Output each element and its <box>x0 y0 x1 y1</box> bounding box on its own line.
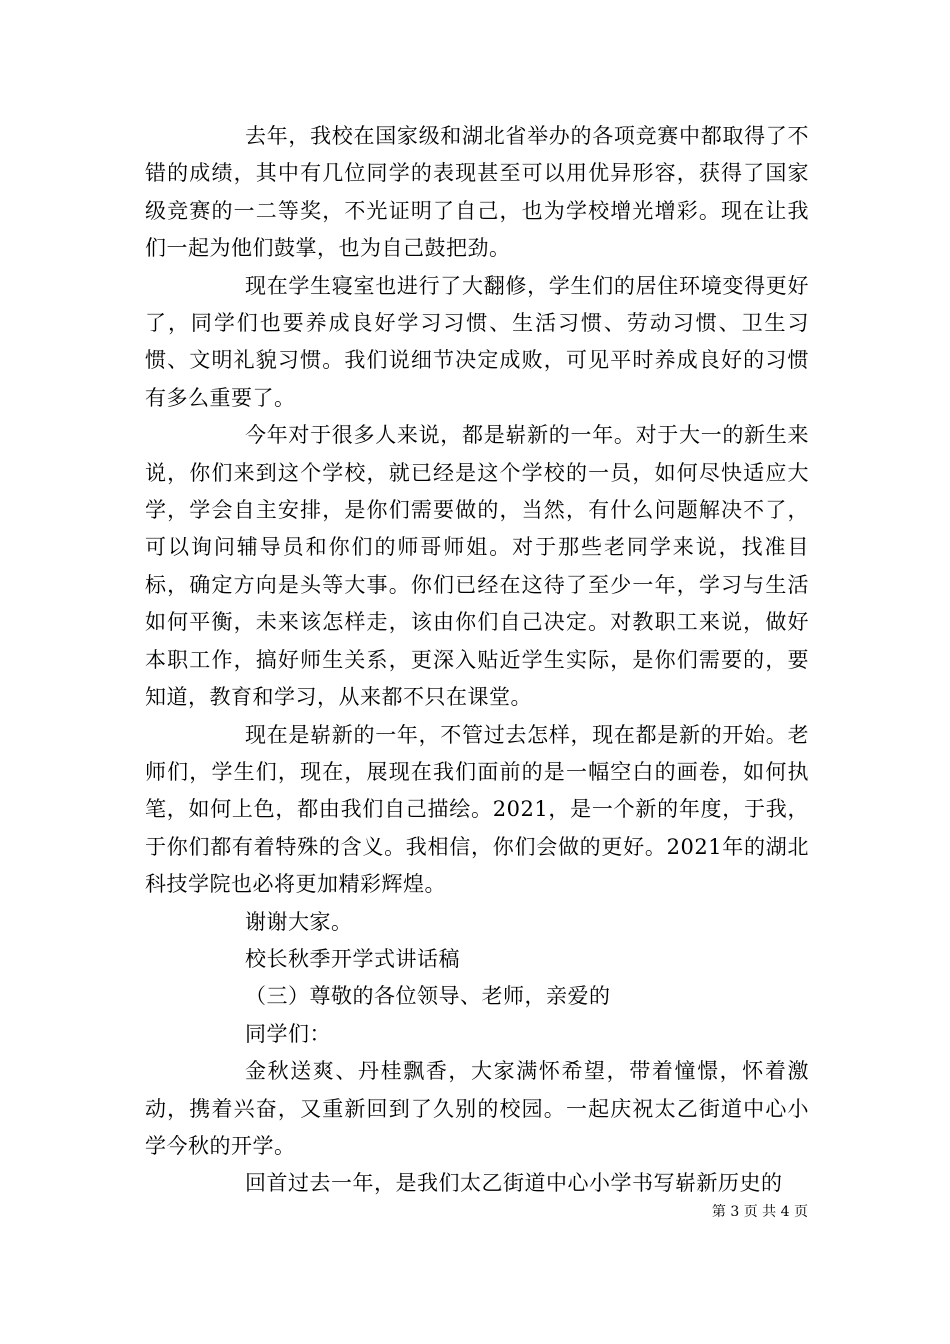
salutation: 同学们： <box>245 1021 331 1046</box>
paragraph-dormitory: 现在学生寝室也进行了大翻修，学生们的居住环境变得更好了，同学们也要养成良好学习习惯、生活习惯、劳动习惯、卫生习惯、文明礼貌习惯。我们说细节决定成败，可见平时养成良好的习惯有多么重要了。 <box>145 273 809 410</box>
paragraph-autumn: 金秋送爽、丹桂飘香，大家满怀希望，带着憧憬，怀着激动，携着兴奋，又重新回到了久别的校园。一起庆祝太乙街道中心小学今秋的开学。 <box>145 1059 809 1158</box>
paragraph-new-year: 今年对于很多人来说，都是崭新的一年。对于大一的新生来说，你们来到这个学校，就已经是这个学校的一员，如何尽快适应大学，学会自主安排，是你们需要做的，当然，有什么问题解决不了，可以询问辅导员和你们的师哥师姐。对于那些老同学来说，找准目标，确定方向是头等大事。你们已经在这待了至少一年，学习与生活如何平衡，未来该怎样走，该由你们自己决定。对教职工来说，做好本职工作，搞好师生关系，更深入贴近学生实际，是你们需要的，要知道，教育和学习，从来都不只在课堂。 <box>145 423 809 710</box>
page-number: 第 3 页 共 4 页 <box>711 1204 808 1220</box>
section-title: 校长秋季开学式讲话稿 <box>245 946 460 971</box>
section-subtitle: （三）尊敬的各位领导、老师，亲爱的 <box>245 984 611 1009</box>
paragraph-review: 回首过去一年，是我们太乙街道中心小学书写崭新历史的 <box>245 1171 783 1196</box>
paragraph-new-beginning: 现在是崭新的一年，不管过去怎样，现在都是新的开始。老师们，学生们，现在，展现在我们面前的是一幅空白的画卷，如何执笔，如何上色，都由我们自己描绘。2021，是一个新的年度，于我，于你们都有着特殊的含义。我相信，你们会做的更好。2021年的湖北科技学院也必将更加精彩辉煌。 <box>145 722 809 897</box>
paragraph-competition: 去年，我校在国家级和湖北省举办的各项竞赛中都取得了不错的成绩，其中有几位同学的表现甚至可以用优异形容，获得了国家级竞赛的一二等奖，不光证明了自己，也为学校增光增彩。现在让我们一起为他们鼓掌，也为自己鼓把劲。 <box>145 124 809 261</box>
thanks-line: 谢谢大家。 <box>245 909 353 934</box>
document-body <box>145 118 809 1203</box>
